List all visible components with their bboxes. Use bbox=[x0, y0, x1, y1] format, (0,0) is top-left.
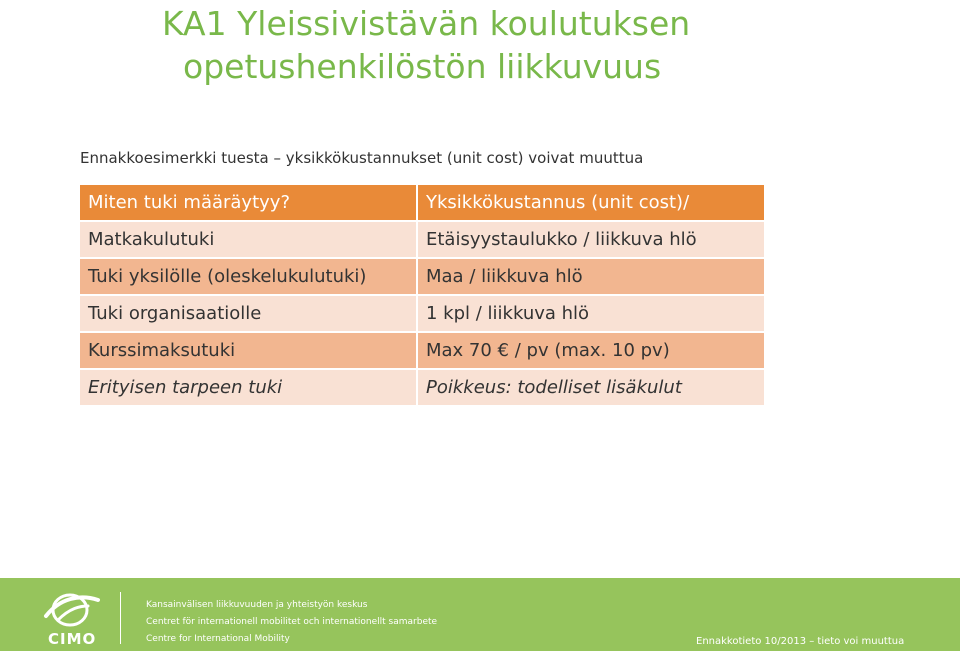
title-line-2: opetushenkilöstön liikkuvuus bbox=[183, 47, 662, 86]
table-row bbox=[80, 222, 764, 257]
org-name-sv: Centret för internationell mobilitet och internationellt samarbete bbox=[146, 617, 438, 627]
table-cell: Maa / liikkuva hlö bbox=[418, 259, 764, 294]
org-name-en: Centre for International Mobility bbox=[146, 634, 290, 644]
header-cell: Yksikkökustannus (unit cost)/ bbox=[418, 185, 764, 220]
table-row bbox=[80, 296, 764, 331]
footer-bar bbox=[0, 578, 960, 651]
table-cell: Erityisen tarpeen tuki bbox=[80, 370, 416, 405]
cimo-logo bbox=[40, 590, 104, 648]
table-row bbox=[80, 370, 764, 405]
subtitle: Ennakkoesimerkki tuesta – yksikkökustannukset (unit cost) voivat muuttua bbox=[80, 149, 644, 167]
table-cell: 1 kpl / liikkuva hlö bbox=[418, 296, 764, 331]
table-cell: Tuki yksilölle (oleskelukulutuki) bbox=[80, 259, 416, 294]
table-cell: Poikkeus: todelliset lisäkulut bbox=[418, 370, 764, 405]
table-row bbox=[80, 259, 764, 294]
org-name-fi: Kansainvälisen liikkuvuuden ja yhteistyön keskus bbox=[146, 600, 368, 610]
slide-title bbox=[162, 2, 862, 88]
table-header-row bbox=[80, 185, 764, 220]
organization-names bbox=[146, 597, 437, 648]
header-cell: Miten tuki määräytyy? bbox=[80, 185, 416, 220]
table-cell: Kurssimaksutuki bbox=[80, 333, 416, 368]
cimo-globe-icon bbox=[40, 590, 104, 630]
logo-wordmark: CIMO bbox=[48, 630, 97, 648]
table-cell: Etäisyystaulukko / liikkuva hlö bbox=[418, 222, 764, 257]
unit-cost-table bbox=[78, 183, 766, 407]
table-cell: Matkakulutuki bbox=[80, 222, 416, 257]
table-row bbox=[80, 333, 764, 368]
table-cell: Tuki organisaatiolle bbox=[80, 296, 416, 331]
title-line-1: KA1 Yleissivistävän koulutuksen bbox=[162, 4, 691, 43]
footer-note: Ennakkotieto 10/2013 – tieto voi muuttua bbox=[696, 636, 905, 647]
table-cell: Max 70 € / pv (max. 10 pv) bbox=[418, 333, 764, 368]
footer-divider bbox=[120, 592, 121, 644]
